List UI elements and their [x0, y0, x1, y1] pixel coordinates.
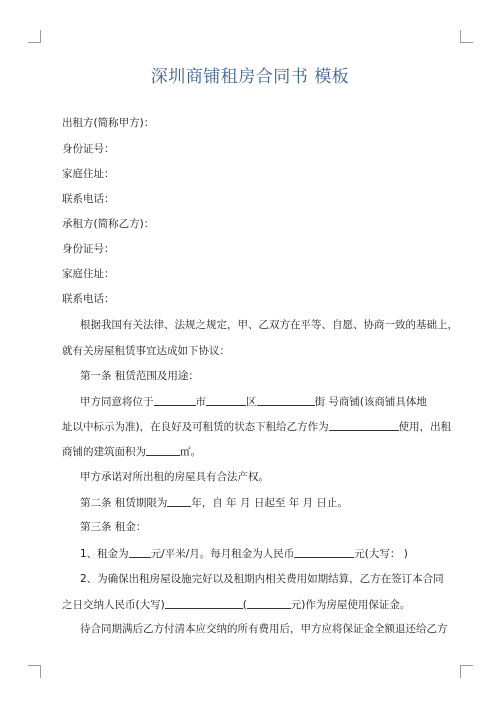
lessee-line: 承租方(简称乙方)：: [62, 218, 155, 230]
text: ㎡。: [180, 446, 201, 458]
text: 年，自 年 月 日起至 年 月 日止。: [191, 497, 348, 509]
blank-field[interactable]: [165, 597, 243, 609]
lessee-id-line: 身份证号：: [62, 243, 115, 255]
text: 元/平米/月。每月租金为人民币: [150, 548, 295, 560]
crop-mark-bottom-left: [28, 665, 41, 678]
text: 区: [246, 396, 257, 408]
blank-field[interactable]: [247, 597, 291, 609]
text: 1、租金为: [80, 548, 129, 560]
document-title: 深圳商铺租房合同书 模板: [150, 67, 350, 87]
blank-field[interactable]: [167, 495, 191, 507]
blank-field[interactable]: [154, 394, 196, 406]
crop-mark-bottom-right: [460, 665, 473, 678]
blank-field[interactable]: [146, 444, 180, 456]
ownership-line: 甲方承诺对所出租的房屋具有合法产权。: [80, 471, 269, 483]
blank-field[interactable]: [294, 546, 354, 558]
article-1-title: 第一条 租赁范围及用途：: [80, 370, 199, 382]
blank-field[interactable]: [129, 546, 151, 558]
crop-mark-top-left: [28, 30, 41, 43]
rent-line: [80, 546, 470, 561]
text: 市: [195, 396, 206, 408]
lessor-phone-line: 联系电话：: [62, 193, 115, 205]
text: 第二条 租赁期限为: [80, 497, 168, 509]
article-1-para-line-3: [62, 444, 452, 459]
deposit-line-2: [62, 597, 452, 612]
article-1-para-line-2: [62, 419, 452, 434]
intro-line-2: 就有关房屋租赁事宜达成如下协议：: [62, 345, 230, 357]
lessee-phone-line: 联系电话：: [62, 293, 115, 305]
lessee-address-line: 家庭住址：: [62, 268, 115, 280]
text: 址以中标示为准)，在良好及可租赁的状态下租给乙方作为: [62, 421, 329, 433]
blank-field[interactable]: [206, 394, 246, 406]
article-1-para-line-1: [80, 394, 470, 409]
text: 元)作为房屋使用保证金。: [290, 599, 411, 611]
text: 使用，出租: [398, 421, 452, 433]
intro-line-1: 根据我国有关法律、法规之规定，甲、乙双方在平等、自愿、协商一致的基础上，: [80, 319, 458, 331]
article-2-line: [80, 495, 470, 510]
text: (: [242, 599, 247, 611]
text: 街 号商铺(该商铺具体地: [314, 396, 427, 408]
lessor-line: 出租方(简称甲方)：: [62, 117, 155, 129]
text: 元(大写： ): [354, 548, 408, 560]
blank-field[interactable]: [329, 419, 399, 431]
deposit-line-1: 2、为确保出租房屋设施完好以及租期内相关费用如期结算，乙方在签订本合同: [80, 573, 444, 585]
text: 之日交纳人民币(大写): [62, 599, 165, 611]
text: 商铺的建筑面积为: [62, 446, 146, 458]
final-line: 待合同期满后乙方付清本应交纳的所有费用后，甲方应将保证金全额退还给乙方: [80, 623, 448, 635]
text: 甲方同意将位于: [80, 396, 154, 408]
lessor-address-line: 家庭住址：: [62, 168, 115, 180]
blank-field[interactable]: [257, 394, 315, 406]
article-3-title: 第三条 租金：: [80, 521, 147, 533]
lessor-id-line: 身份证号：: [62, 143, 115, 155]
crop-mark-top-right: [460, 30, 473, 43]
